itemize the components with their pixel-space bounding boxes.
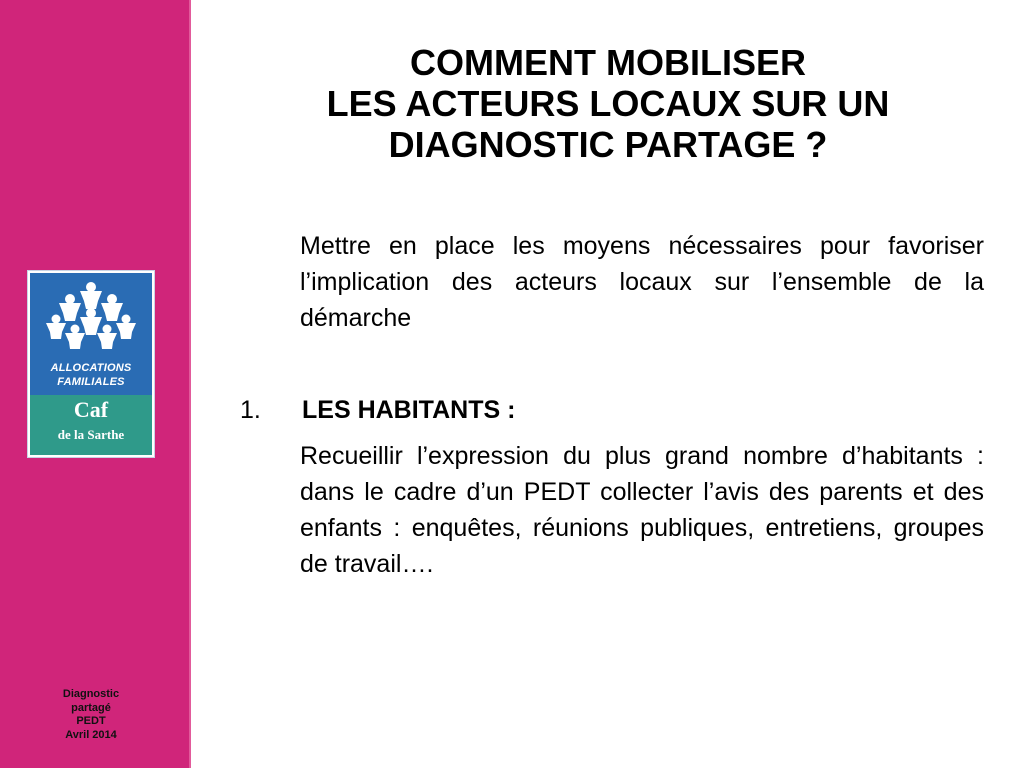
footer-line-date: Avril 2014: [65, 728, 117, 741]
logo-text-sarthe: de la Sarthe: [57, 427, 125, 442]
logo-text-familiales: FAMILIALES: [57, 376, 125, 388]
section-body: Recueillir l’expression du plus grand nombre d’habitants : dans le cadre d’un PEDT collecter l’avis des parents et des enfants : enquêtes, réunions publiques, entretiens, groupes de travail….: [300, 442, 984, 578]
title-line-2: LES ACTEURS LOCAUX SUR UN: [326, 83, 890, 124]
caf-logo: [27, 270, 155, 458]
sidebar-divider: [189, 0, 191, 768]
sidebar-footer: [40, 688, 142, 742]
logo-text-caf: Caf: [73, 397, 109, 422]
title-line-3: DIAGNOSTIC PARTAGE ?: [388, 124, 828, 165]
slide-title: [220, 42, 996, 165]
logo-text-allocations: ALLOCATIONS: [50, 362, 132, 374]
footer-line-partage: partagé: [71, 701, 111, 714]
section-number: 1.: [240, 396, 261, 424]
family-figures-icon: [40, 279, 142, 351]
title-line-1: COMMENT MOBILISER: [410, 42, 806, 83]
section-label: LES HABITANTS :: [302, 396, 516, 424]
section-heading: [240, 394, 984, 426]
footer-line-pedt: PEDT: [76, 715, 106, 727]
footer-line-diagnostic: Diagnostic: [62, 688, 120, 700]
logo-blue-panel: [30, 273, 152, 395]
intro-paragraph: Mettre en place les moyens nécessaires pour favoriser l’implication des acteurs locaux sur l’ensemble de la démarche: [300, 232, 984, 332]
logo-green-panel: [30, 395, 152, 455]
